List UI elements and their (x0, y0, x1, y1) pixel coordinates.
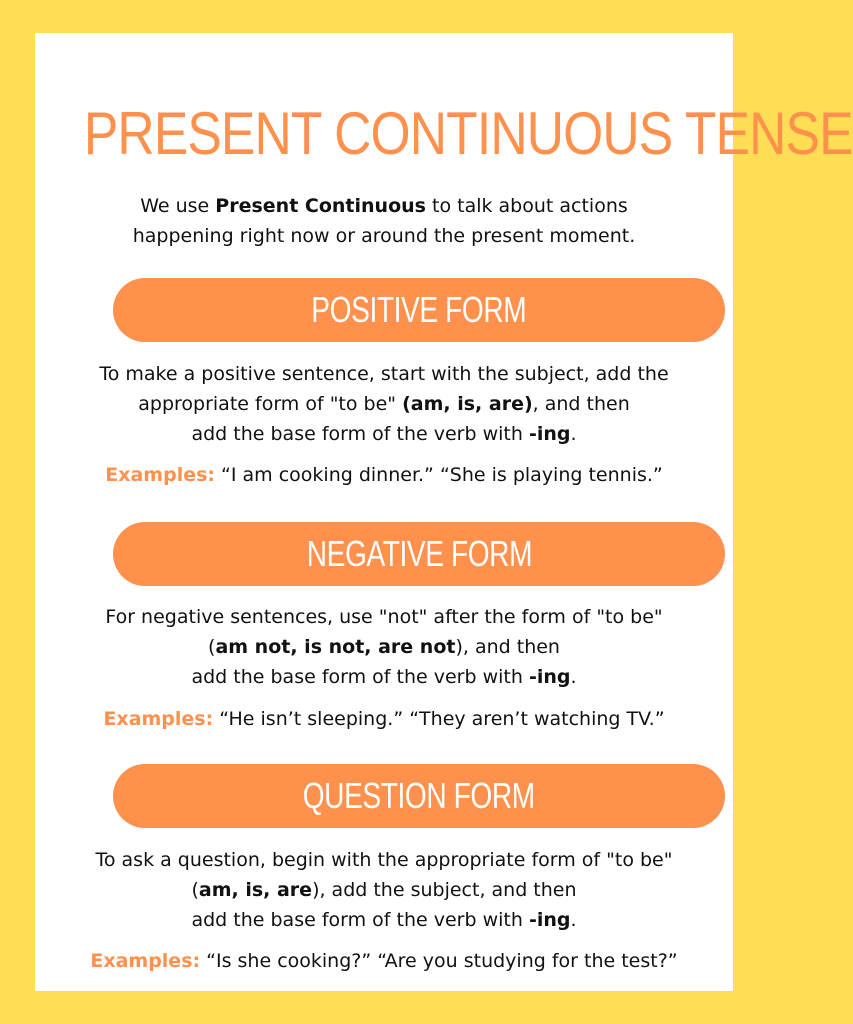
question-line2-a: ( (191, 879, 199, 901)
question-form-description (35, 845, 733, 935)
positive-line2-bold: (am, is, are) (402, 393, 533, 415)
intro-line2: happening right now or around the present moment. (132, 225, 636, 247)
negative-form-description (35, 602, 733, 692)
positive-line3-bold: -ing (528, 423, 571, 445)
question-form-heading: QUESTION FORM (302, 775, 536, 816)
question-line3-a: add the base form of the verb with (191, 909, 529, 931)
intro-part1: We use (140, 195, 216, 217)
page-title: PRESENT CONTINUOUS TENSE (83, 100, 853, 167)
question-line1: To ask a question, begin with the appropriate form of "to be" (95, 849, 673, 871)
negative-line3-b: . (570, 666, 577, 688)
positive-examples (35, 460, 733, 490)
negative-form-banner (113, 522, 725, 586)
negative-line3-a: add the base form of the verb with (191, 666, 529, 688)
positive-line1: To make a positive sentence, start with the subject, add the (99, 363, 669, 385)
positive-form-banner (113, 278, 725, 342)
positive-examples-label: Examples: (105, 464, 215, 486)
question-line3-bold: -ing (528, 909, 571, 931)
positive-line2-a: appropriate form of "to be" (138, 393, 403, 415)
positive-line3-b: . (570, 423, 577, 445)
negative-line2-a: ( (208, 636, 216, 658)
intro-part2: to talk about actions (425, 195, 628, 217)
question-line3-b: . (570, 909, 577, 931)
negative-examples-text: “He isn’t sleeping.” “They aren’t watching TV.” (213, 708, 665, 730)
negative-form-heading: NEGATIVE FORM (306, 533, 532, 574)
question-form-banner (113, 764, 725, 828)
negative-line3-bold: -ing (528, 666, 571, 688)
positive-line3-a: add the base form of the verb with (191, 423, 529, 445)
negative-line2-b: ), and then (455, 636, 560, 658)
question-examples-text: “Is she cooking?” “Are you studying for the test?” (200, 950, 678, 972)
negative-examples (35, 704, 733, 734)
question-examples (35, 946, 733, 976)
negative-line2-bold: am not, is not, are not (215, 636, 456, 658)
positive-form-description (35, 359, 733, 449)
negative-line1: For negative sentences, use "not" after the form of "to be" (105, 606, 663, 628)
intro-text (35, 191, 733, 251)
question-line2-b: ), add the subject, and then (312, 879, 577, 901)
negative-examples-label: Examples: (103, 708, 214, 730)
positive-examples-text: “I am cooking dinner.” “She is playing tennis.” (215, 464, 663, 486)
poster-card (35, 33, 853, 991)
positive-line2-b: , and then (532, 393, 630, 415)
question-line2-bold: am, is, are (198, 879, 313, 901)
positive-form-heading: POSITIVE FORM (311, 289, 527, 330)
question-examples-label: Examples: (90, 950, 201, 972)
intro-bold: Present Continuous (215, 195, 426, 217)
